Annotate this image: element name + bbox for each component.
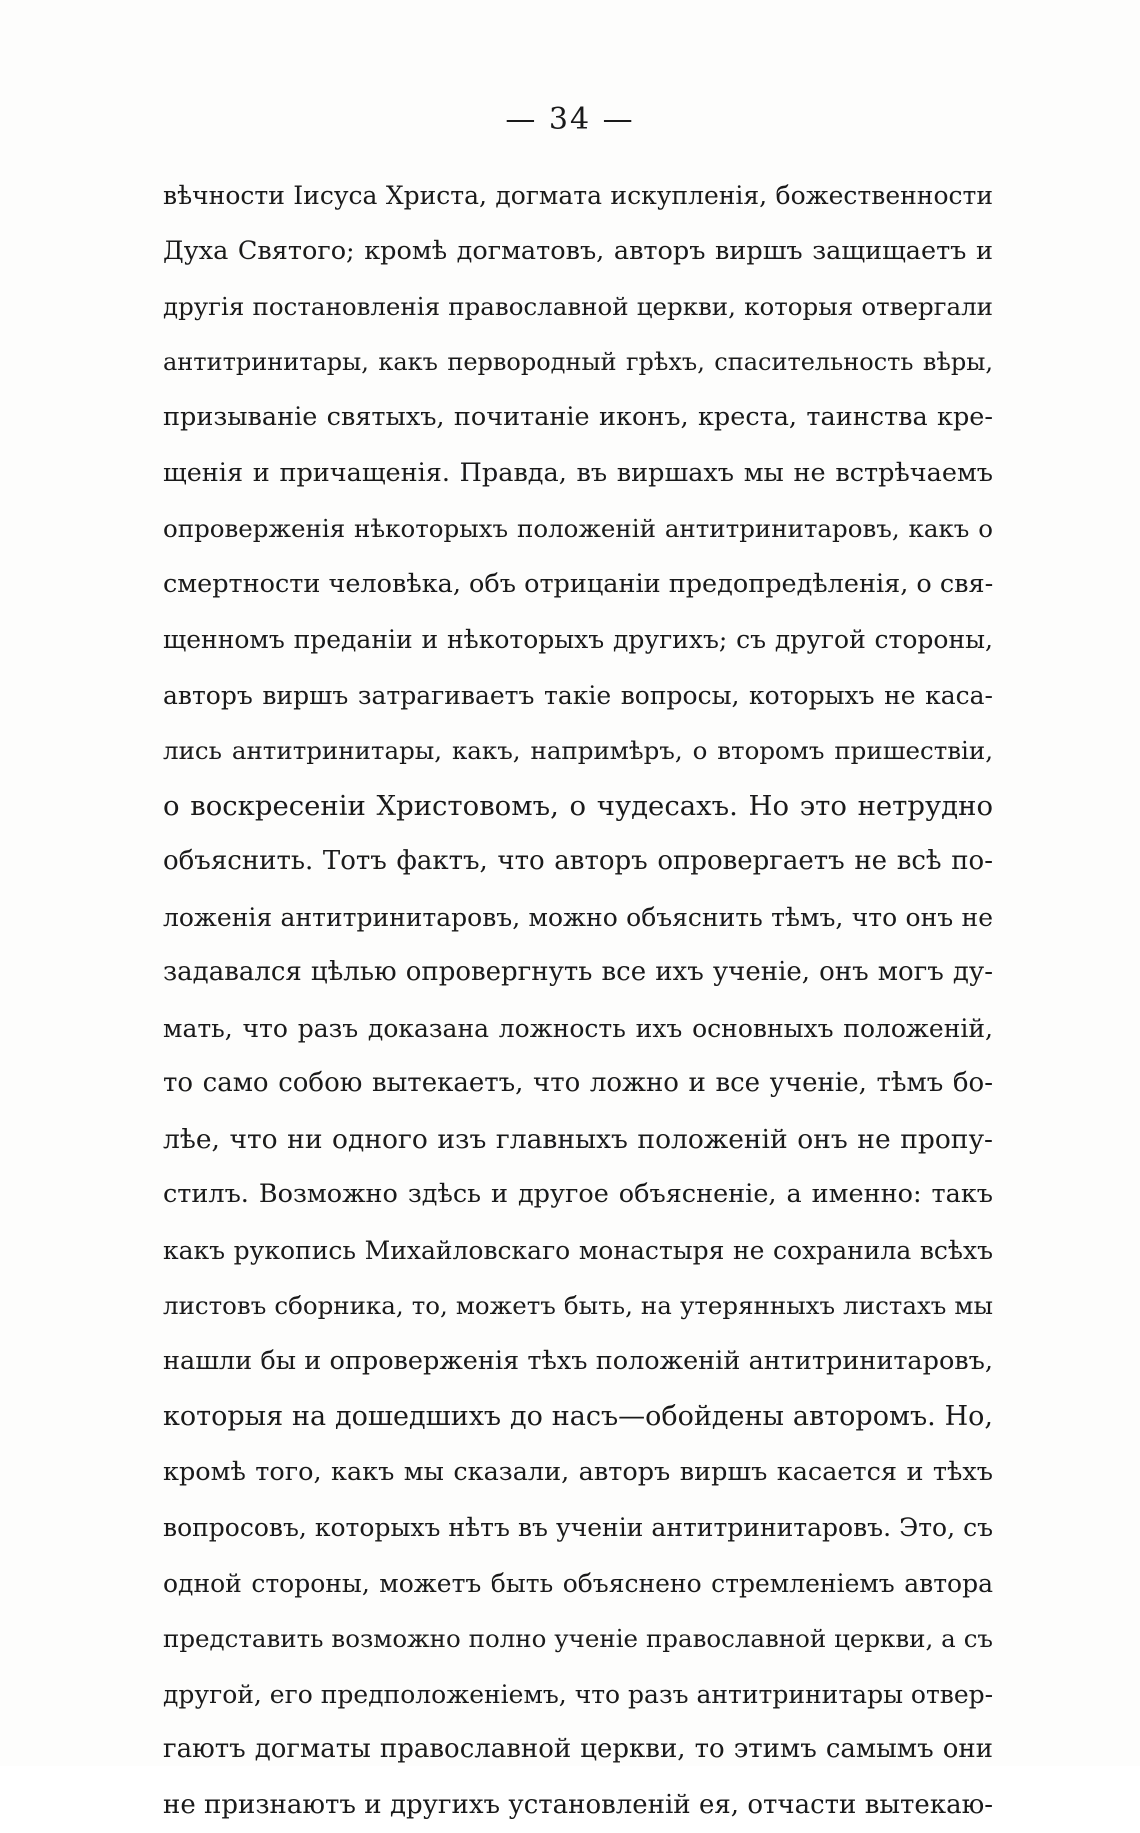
text-line: о воскресеніи Христовомъ, о чудесахъ. Но это нетрудно bbox=[163, 779, 993, 835]
text-line: призываніе святыхъ, почитаніе иконъ, креста, таинства кре- bbox=[163, 390, 993, 446]
text-line: гаютъ догматы православной церкви, то этимъ самымъ они bbox=[163, 1722, 993, 1778]
text-line: мать, что разъ доказана ложность ихъ основныхъ положеній, bbox=[163, 1001, 993, 1057]
text-line: лись антитринитары, какъ, напримѣръ, о второмъ пришествіи, bbox=[163, 723, 993, 779]
text-line: щенія и причащенія. Правда, въ виршахъ мы не встрѣчаемъ bbox=[163, 446, 993, 502]
text-line: не признаютъ и другихъ установленій ея, отчасти вытекаю- bbox=[163, 1778, 993, 1833]
text-line: смертности человѣка, объ отрицаніи предопредѣленія, о свя- bbox=[163, 557, 993, 613]
text-line: Духа Святого; кромѣ догматовъ, авторъ виршъ защищаетъ и bbox=[163, 224, 993, 280]
text-line: нашли бы и опроверженія тѣхъ положеній антитринитаровъ, bbox=[163, 1334, 993, 1390]
text-line: щенномъ преданіи и нѣкоторыхъ другихъ; съ другой стороны, bbox=[163, 612, 993, 668]
text-line: другой, его предположеніемъ, что разъ антитринитары отвер- bbox=[163, 1667, 993, 1723]
page-number: — 34 — bbox=[0, 102, 1140, 137]
text-line: то само собою вытекаетъ, что ложно и все ученіе, тѣмъ бо- bbox=[163, 1056, 993, 1112]
text-line: представить возможно полно ученіе православной церкви, а съ bbox=[163, 1611, 993, 1667]
text-line: объяснить. Тотъ фактъ, что авторъ опровергаетъ не всѣ по- bbox=[163, 834, 993, 890]
body-text bbox=[163, 168, 993, 1833]
text-line: опроверженія нѣкоторыхъ положеній антитринитаровъ, какъ о bbox=[163, 501, 993, 557]
text-line: вопросовъ, которыхъ нѣтъ въ ученіи антитринитаровъ. Это, съ bbox=[163, 1500, 993, 1556]
text-line: кромѣ того, какъ мы сказали, авторъ виршъ касается и тѣхъ bbox=[163, 1445, 993, 1501]
text-line: какъ рукопись Михайловскаго монастыря не сохранила всѣхъ bbox=[163, 1223, 993, 1279]
text-line: листовъ сборника, то, можетъ быть, на утерянныхъ листахъ мы bbox=[163, 1278, 993, 1334]
text-line: одной стороны, можетъ быть объяснено стремленіемъ автора bbox=[163, 1556, 993, 1612]
text-line: вѣчности Іисуса Христа, догмата искупленія, божественности bbox=[163, 168, 993, 224]
text-line: авторъ виршъ затрагиваетъ такіе вопросы, которыхъ не каса- bbox=[163, 668, 993, 724]
text-line: задавался цѣлью опровергнуть все ихъ ученіе, онъ могъ ду- bbox=[163, 945, 993, 1001]
text-line: которыя на дошедшихъ до насъ—обойдены авторомъ. Но, bbox=[163, 1389, 993, 1445]
text-line: другія постановленія православной церкви, которыя отвергали bbox=[163, 279, 993, 335]
text-line: стилъ. Возможно здѣсь и другое объясненіе, а именно: такъ bbox=[163, 1167, 993, 1223]
text-line: ложенія антитринитаровъ, можно объяснить тѣмъ, что онъ не bbox=[163, 890, 993, 946]
text-line: антитринитары, какъ первородный грѣхъ, спасительность вѣры, bbox=[163, 335, 993, 391]
text-line: лѣе, что ни одного изъ главныхъ положеній онъ не пропу- bbox=[163, 1112, 993, 1168]
